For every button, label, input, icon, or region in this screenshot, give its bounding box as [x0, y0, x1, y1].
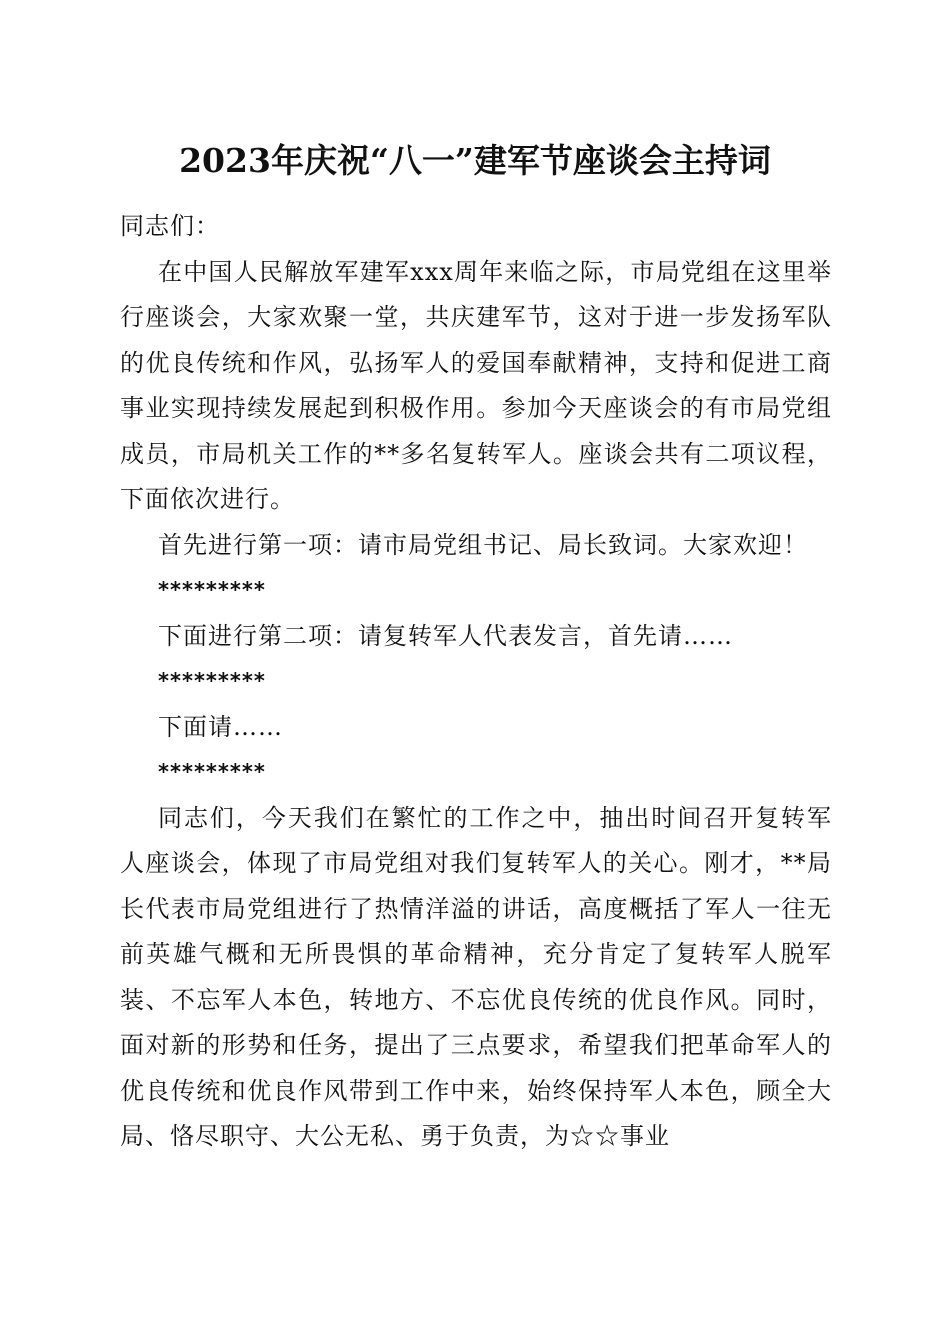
paragraph-summary: 同志们，今天我们在繁忙的工作之中，抽出时间召开复转军人座谈会，体现了市局党组对我们复转军人的关心。刚才，**局长代表市局党组进行了热情洋溢的讲话，高度概括了军人一往无前英雄气概和无所畏惧的革命精神，充分肯定了复转军人脱军装、不忘军人本色，转地方、不忘优良传统的优良作风。同时，面对新的形势和任务，提出了三点要求，希望我们把革命军人的优良传统和优良作风带到工作中来，始终保持军人本色，顾全大局、恪尽职守、大公无私、勇于负责，为☆☆事业 [120, 803, 832, 1150]
salutation: 同志们： [120, 212, 220, 240]
document-body [120, 204, 832, 1160]
placeholder-stars: ********* [158, 760, 266, 784]
placeholder-stars: ********* [158, 578, 266, 602]
paragraph-opening: 在中国人民解放军建军xxx周年来临之际，市局党组在这里举行座谈会，大家欢聚一堂，共庆建军节，这对于进一步发扬军队的优良传统和作风，弘扬军人的爱国奉献精神，支持和促进工商事业实现持续发展起到积极作用。参加今天座谈会的有市局党组成员，市局机关工作的**多名复转军人。座谈会共有二项议程，下面依次进行。 [120, 257, 832, 513]
paragraph-next-speaker: 下面请…… [158, 712, 283, 741]
document-title: 2023年庆祝“八一”建军节座谈会主持词 [179, 141, 771, 180]
placeholder-stars: ********* [158, 669, 266, 693]
paragraph-item-two: 下面进行第二项：请复转军人代表发言，首先请…… [158, 621, 733, 650]
paragraph-item-one: 首先进行第一项：请市局党组书记、局长致词。大家欢迎！ [158, 530, 808, 559]
